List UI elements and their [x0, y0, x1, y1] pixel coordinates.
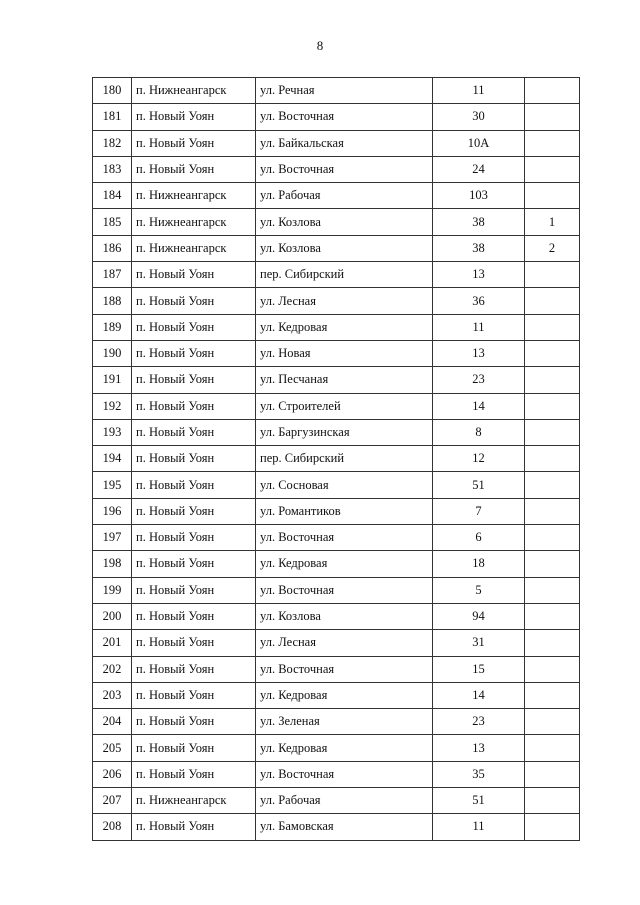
row-number-cell: 196: [93, 498, 132, 524]
row-number-cell: 195: [93, 472, 132, 498]
apartment-number-cell: [525, 393, 580, 419]
table-row: [93, 367, 580, 393]
locality-cell: п. Новый Уоян: [132, 603, 256, 629]
locality-cell: п. Новый Уоян: [132, 156, 256, 182]
locality-cell: п. Новый Уоян: [132, 525, 256, 551]
street-cell: ул. Бамовская: [256, 814, 433, 840]
street-cell: ул. Баргузинская: [256, 419, 433, 445]
house-number-cell: 24: [433, 156, 525, 182]
street-cell: ул. Лесная: [256, 288, 433, 314]
table-row: [93, 314, 580, 340]
apartment-number-cell: [525, 551, 580, 577]
row-number-cell: 191: [93, 367, 132, 393]
apartment-number-cell: [525, 709, 580, 735]
house-number-cell: 13: [433, 735, 525, 761]
street-cell: ул. Новая: [256, 340, 433, 366]
house-number-cell: 38: [433, 209, 525, 235]
row-number-cell: 180: [93, 78, 132, 104]
locality-cell: п. Новый Уоян: [132, 551, 256, 577]
street-cell: ул. Кедровая: [256, 735, 433, 761]
street-cell: ул. Речная: [256, 78, 433, 104]
locality-cell: п. Нижнеангарск: [132, 209, 256, 235]
apartment-number-cell: [525, 183, 580, 209]
table-row: [93, 235, 580, 261]
street-cell: ул. Восточная: [256, 156, 433, 182]
house-number-cell: 13: [433, 340, 525, 366]
apartment-number-cell: [525, 603, 580, 629]
house-number-cell: 5: [433, 577, 525, 603]
address-table: [92, 77, 580, 841]
apartment-number-cell: [525, 104, 580, 130]
street-cell: ул. Кедровая: [256, 551, 433, 577]
locality-cell: п. Нижнеангарск: [132, 183, 256, 209]
house-number-cell: 15: [433, 656, 525, 682]
house-number-cell: 38: [433, 235, 525, 261]
apartment-number-cell: [525, 577, 580, 603]
house-number-cell: 11: [433, 814, 525, 840]
street-cell: ул. Песчаная: [256, 367, 433, 393]
street-cell: ул. Рабочая: [256, 183, 433, 209]
street-cell: ул. Восточная: [256, 104, 433, 130]
house-number-cell: 10А: [433, 130, 525, 156]
locality-cell: п. Новый Уоян: [132, 498, 256, 524]
street-cell: ул. Козлова: [256, 603, 433, 629]
street-cell: пер. Сибирский: [256, 262, 433, 288]
house-number-cell: 31: [433, 630, 525, 656]
table-row: [93, 104, 580, 130]
locality-cell: п. Новый Уоян: [132, 761, 256, 787]
table-row: [93, 603, 580, 629]
locality-cell: п. Новый Уоян: [132, 262, 256, 288]
house-number-cell: 30: [433, 104, 525, 130]
row-number-cell: 206: [93, 761, 132, 787]
house-number-cell: 8: [433, 419, 525, 445]
locality-cell: п. Новый Уоян: [132, 446, 256, 472]
street-cell: пер. Сибирский: [256, 446, 433, 472]
locality-cell: п. Новый Уоян: [132, 682, 256, 708]
street-cell: ул. Романтиков: [256, 498, 433, 524]
table-row: [93, 340, 580, 366]
table-row: [93, 498, 580, 524]
house-number-cell: 35: [433, 761, 525, 787]
table-row: [93, 788, 580, 814]
house-number-cell: 18: [433, 551, 525, 577]
row-number-cell: 197: [93, 525, 132, 551]
house-number-cell: 14: [433, 393, 525, 419]
table-row: [93, 656, 580, 682]
locality-cell: п. Нижнеангарск: [132, 788, 256, 814]
row-number-cell: 187: [93, 262, 132, 288]
locality-cell: п. Новый Уоян: [132, 314, 256, 340]
row-number-cell: 181: [93, 104, 132, 130]
locality-cell: п. Новый Уоян: [132, 340, 256, 366]
apartment-number-cell: [525, 156, 580, 182]
house-number-cell: 51: [433, 788, 525, 814]
house-number-cell: 51: [433, 472, 525, 498]
row-number-cell: 203: [93, 682, 132, 708]
row-number-cell: 202: [93, 656, 132, 682]
row-number-cell: 200: [93, 603, 132, 629]
apartment-number-cell: [525, 446, 580, 472]
house-number-cell: 23: [433, 709, 525, 735]
address-table-body: [93, 78, 580, 841]
apartment-number-cell: [525, 630, 580, 656]
apartment-number-cell: [525, 262, 580, 288]
table-row: [93, 630, 580, 656]
locality-cell: п. Новый Уоян: [132, 393, 256, 419]
locality-cell: п. Новый Уоян: [132, 367, 256, 393]
street-cell: ул. Зеленая: [256, 709, 433, 735]
table-row: [93, 288, 580, 314]
apartment-number-cell: [525, 735, 580, 761]
house-number-cell: 36: [433, 288, 525, 314]
apartment-number-cell: [525, 367, 580, 393]
locality-cell: п. Новый Уоян: [132, 104, 256, 130]
row-number-cell: 192: [93, 393, 132, 419]
street-cell: ул. Кедровая: [256, 314, 433, 340]
apartment-number-cell: [525, 788, 580, 814]
locality-cell: п. Новый Уоян: [132, 709, 256, 735]
apartment-number-cell: [525, 130, 580, 156]
street-cell: ул. Козлова: [256, 209, 433, 235]
row-number-cell: 208: [93, 814, 132, 840]
locality-cell: п. Новый Уоян: [132, 419, 256, 445]
table-row: [93, 577, 580, 603]
row-number-cell: 193: [93, 419, 132, 445]
table-row: [93, 78, 580, 104]
row-number-cell: 201: [93, 630, 132, 656]
apartment-number-cell: [525, 761, 580, 787]
apartment-number-cell: [525, 472, 580, 498]
apartment-number-cell: [525, 288, 580, 314]
table-row: [93, 551, 580, 577]
street-cell: ул. Кедровая: [256, 682, 433, 708]
apartment-number-cell: [525, 656, 580, 682]
street-cell: ул. Байкальская: [256, 130, 433, 156]
apartment-number-cell: [525, 682, 580, 708]
row-number-cell: 185: [93, 209, 132, 235]
row-number-cell: 189: [93, 314, 132, 340]
locality-cell: п. Новый Уоян: [132, 288, 256, 314]
street-cell: ул. Восточная: [256, 577, 433, 603]
house-number-cell: 23: [433, 367, 525, 393]
locality-cell: п. Нижнеангарск: [132, 235, 256, 261]
table-row: [93, 682, 580, 708]
table-row: [93, 156, 580, 182]
row-number-cell: 186: [93, 235, 132, 261]
house-number-cell: 7: [433, 498, 525, 524]
page-number: 8: [316, 38, 324, 53]
row-number-cell: 188: [93, 288, 132, 314]
table-row: [93, 761, 580, 787]
street-cell: ул. Восточная: [256, 656, 433, 682]
locality-cell: п. Новый Уоян: [132, 735, 256, 761]
locality-cell: п. Новый Уоян: [132, 656, 256, 682]
apartment-number-cell: [525, 419, 580, 445]
row-number-cell: 199: [93, 577, 132, 603]
apartment-number-cell: [525, 498, 580, 524]
row-number-cell: 190: [93, 340, 132, 366]
table-row: [93, 735, 580, 761]
locality-cell: п. Новый Уоян: [132, 630, 256, 656]
locality-cell: п. Новый Уоян: [132, 130, 256, 156]
table-row: [93, 130, 580, 156]
locality-cell: п. Нижнеангарск: [132, 78, 256, 104]
house-number-cell: 6: [433, 525, 525, 551]
row-number-cell: 207: [93, 788, 132, 814]
house-number-cell: 11: [433, 314, 525, 340]
table-row: [93, 262, 580, 288]
locality-cell: п. Новый Уоян: [132, 814, 256, 840]
apartment-number-cell: [525, 78, 580, 104]
street-cell: ул. Рабочая: [256, 788, 433, 814]
row-number-cell: 183: [93, 156, 132, 182]
apartment-number-cell: [525, 814, 580, 840]
house-number-cell: 94: [433, 603, 525, 629]
apartment-number-cell: 1: [525, 209, 580, 235]
row-number-cell: 184: [93, 183, 132, 209]
row-number-cell: 204: [93, 709, 132, 735]
table-row: [93, 814, 580, 840]
locality-cell: п. Новый Уоян: [132, 472, 256, 498]
table-row: [93, 446, 580, 472]
apartment-number-cell: 2: [525, 235, 580, 261]
street-cell: ул. Строителей: [256, 393, 433, 419]
locality-cell: п. Новый Уоян: [132, 577, 256, 603]
row-number-cell: 205: [93, 735, 132, 761]
table-row: [93, 183, 580, 209]
table-row: [93, 525, 580, 551]
street-cell: ул. Сосновая: [256, 472, 433, 498]
row-number-cell: 198: [93, 551, 132, 577]
house-number-cell: 103: [433, 183, 525, 209]
table-row: [93, 209, 580, 235]
table-row: [93, 419, 580, 445]
house-number-cell: 11: [433, 78, 525, 104]
row-number-cell: 194: [93, 446, 132, 472]
house-number-cell: 13: [433, 262, 525, 288]
apartment-number-cell: [525, 314, 580, 340]
apartment-number-cell: [525, 340, 580, 366]
house-number-cell: 12: [433, 446, 525, 472]
table-row: [93, 709, 580, 735]
street-cell: ул. Козлова: [256, 235, 433, 261]
house-number-cell: 14: [433, 682, 525, 708]
street-cell: ул. Восточная: [256, 525, 433, 551]
table-row: [93, 393, 580, 419]
street-cell: ул. Лесная: [256, 630, 433, 656]
row-number-cell: 182: [93, 130, 132, 156]
table-row: [93, 472, 580, 498]
street-cell: ул. Восточная: [256, 761, 433, 787]
apartment-number-cell: [525, 525, 580, 551]
